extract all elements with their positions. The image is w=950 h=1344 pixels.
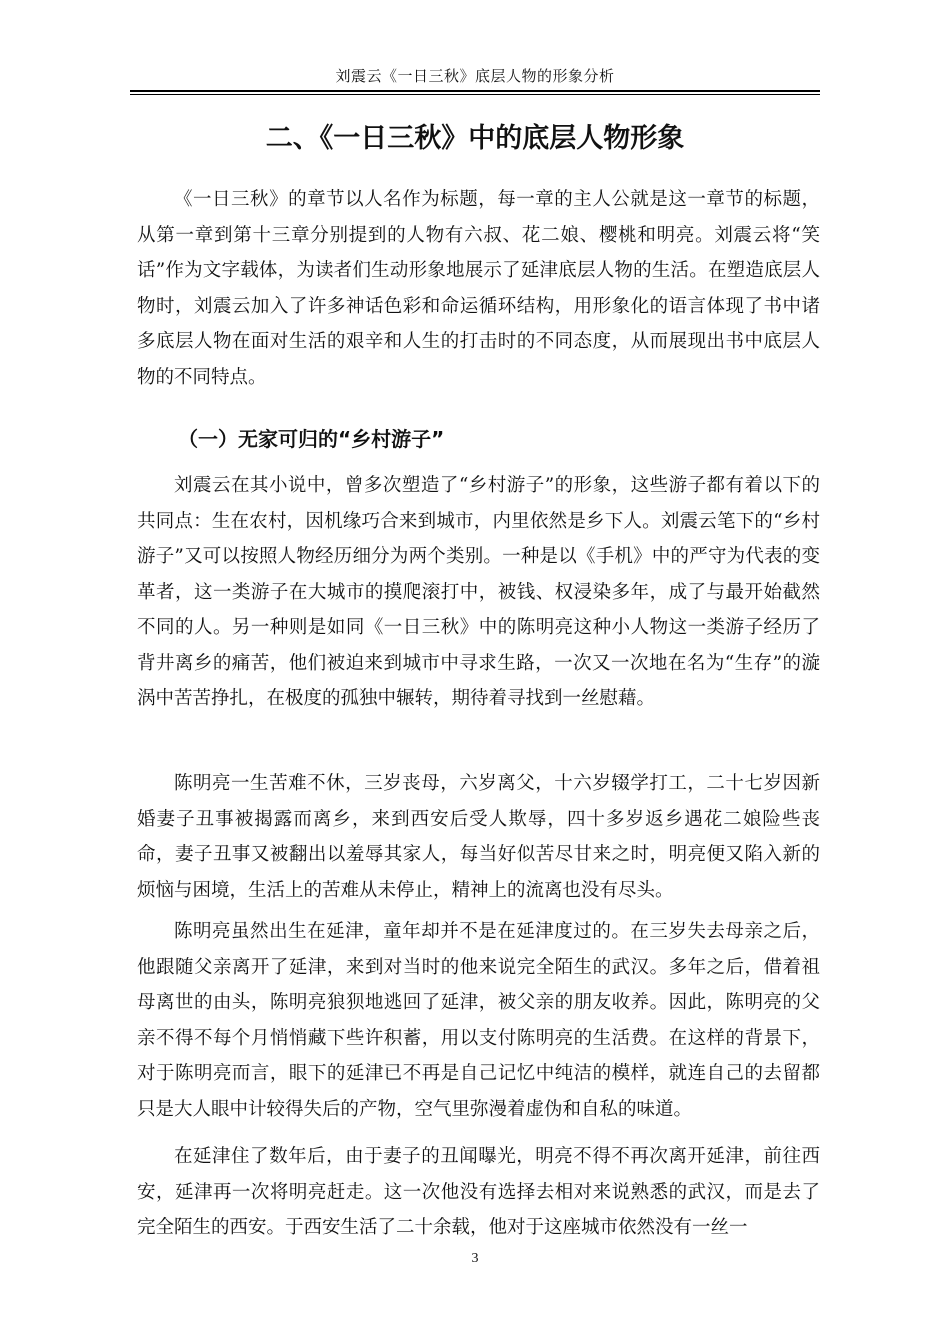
chapter-title: 二、《一日三秋》中的底层人物形象	[265, 123, 685, 154]
page-number: 3	[471, 1251, 479, 1266]
body-paragraph-3: 陈明亮虽然出生在延津，童年却并不是在延津度过的。在三岁失去母亲之后，他跟随父亲离开了延津，来到对当时的他来说完全陌生的武汉。多年之后，借着祖母离世的由头，陈明亮狼狈地逃回了延津，被父亲的朋友收养。因此，陈明亮的父亲不得不每个月悄悄藏下些许积蓄，用以支付陈明亮的生活费。在这样的背景下，对于陈明亮而言，眼下的延津已不再是自己记忆中纯洁的模样，就连自己的去留都只是大人眼中计较得失后的产物，空气里弥漫着虚伪和自私的味道。	[137, 921, 820, 1120]
body-paragraph-4: 在延津住了数年后，由于妻子的丑闻曝光，明亮不得不再次离开延津，前往西安，延津再一次将明亮赶走。这一次他没有选择去相对来说熟悉的武汉，而是去了完全陌生的西安。于西安生活了二十余载，他对于这座城市依然没有一丝一	[137, 1146, 820, 1238]
header-rule-thin	[130, 94, 820, 95]
intro-paragraph: 《一日三秋》的章节以人名作为标题，每一章的主人公就是这一章节的标题，从第一章到第十三章分别提到的人物有六叔、花二娘、樱桃和明亮。刘震云将“笑话”作为文字载体，为读者们生动形象地展示了延津底层人物的生活。在塑造底层人物时，刘震云加入了许多神话色彩和命运循环结构，用形象化的语言体现了书中诸多底层人物在面对生活的艰辛和人生的打击时的不同态度，从而展现出书中底层人物的不同特点。	[137, 189, 820, 388]
header-rule	[130, 90, 820, 92]
body-paragraph-1: 刘震云在其小说中，曾多次塑造了“乡村游子”的形象，这些游子都有着以下的共同点：生在农村，因机缘巧合来到城市，内里依然是乡下人。刘震云笔下的“乡村游子”又可以按照人物经历细分为两个类别。一种是以《手机》中的严守为代表的变革者，这一类游子在大城市的摸爬滚打中，被钱、权浸染多年，成了与最开始截然不同的人。另一种则是如同《一日三秋》中的陈明亮这种小人物这一类游子经历了背井离乡的痛苦，他们被迫来到城市中寻求生路，一次又一次地在名为“生存”的漩涡中苦苦挣扎，在极度的孤独中辗转，期待着寻找到一丝慰藉。	[137, 475, 820, 709]
section-heading: （一）无家可归的“乡村游子”	[178, 427, 445, 451]
running-header: 刘震云《一日三秋》底层人物的形象分析	[335, 67, 615, 85]
body-paragraph-2: 陈明亮一生苦难不休，三岁丧母，六岁离父，十六岁辍学打工，二十七岁因新婚妻子丑事被揭露而离乡，来到西安后受人欺辱，四十多岁返乡遇花二娘险些丧命，妻子丑事又被翻出以羞辱其家人，每当好似苦尽甘来之时，明亮便又陷入新的烦恼与困境，生活上的苦难从未停止，精神上的流离也没有尽头。	[137, 773, 820, 901]
